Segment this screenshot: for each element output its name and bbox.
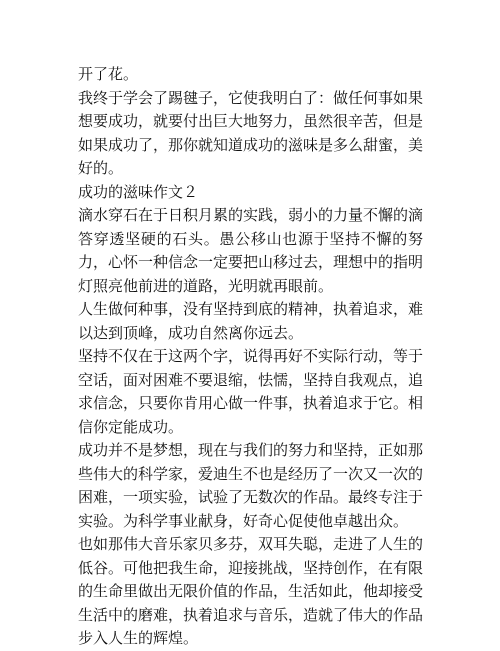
paragraph: 成功并不是梦想，现在与我们的努力和坚持，正如那些伟大的科学家，爱迪生不也是经历了一次又一次的困难，一项实验，试验了无数次的作品。最终专注于实验。为科学事业献身，好奇心促使他卓越出众。 xyxy=(78,441,424,530)
paragraph: 我终于学会了踢毽子，它使我明白了：做任何事如果想要成功，就要付出巨大地努力，虽然很辛苦，但是如果成功了，那你就知道成功的滋味是多么甜蜜，美好的。 xyxy=(78,88,424,177)
paragraph: 也如那伟大音乐家贝多芬，双耳失聪，走进了人生的低谷。可他把我生命，迎接挑战，坚持创作，在有限的生命里做出无限价值的作品，生活如此，他却接受生活中的磨难，执着追求与音乐，造就了伟大的作品步入人生的辉煌。 xyxy=(78,535,424,647)
essay-body xyxy=(78,63,423,651)
essay-heading: 成功的滋味作文２ xyxy=(78,182,199,201)
paragraph: 滴水穿石在于日积月累的实践，弱小的力量不懈的滴答穿透坚硬的石头。愚公移山也源于坚持不懈的努力，心怀一种信念一定要把山移过去，理想中的指明灯照亮他前进的道路，光明就再眼前。 xyxy=(78,206,424,295)
paragraph-continuation: 开了花。 xyxy=(78,65,139,83)
paragraph: 人生做何种事，没有坚持到底的精神，执着追求，难以达到顶峰，成功自然离你远去。 xyxy=(78,300,424,342)
paragraph: 坚持不仅在于这两个字，说得再好不实际行动，等于空话，面对困难不要退缩，怯懦，坚持自我观点，追求信念，只要你肯用心做一件事，执着追求于它。相信你定能成功。 xyxy=(78,347,424,436)
